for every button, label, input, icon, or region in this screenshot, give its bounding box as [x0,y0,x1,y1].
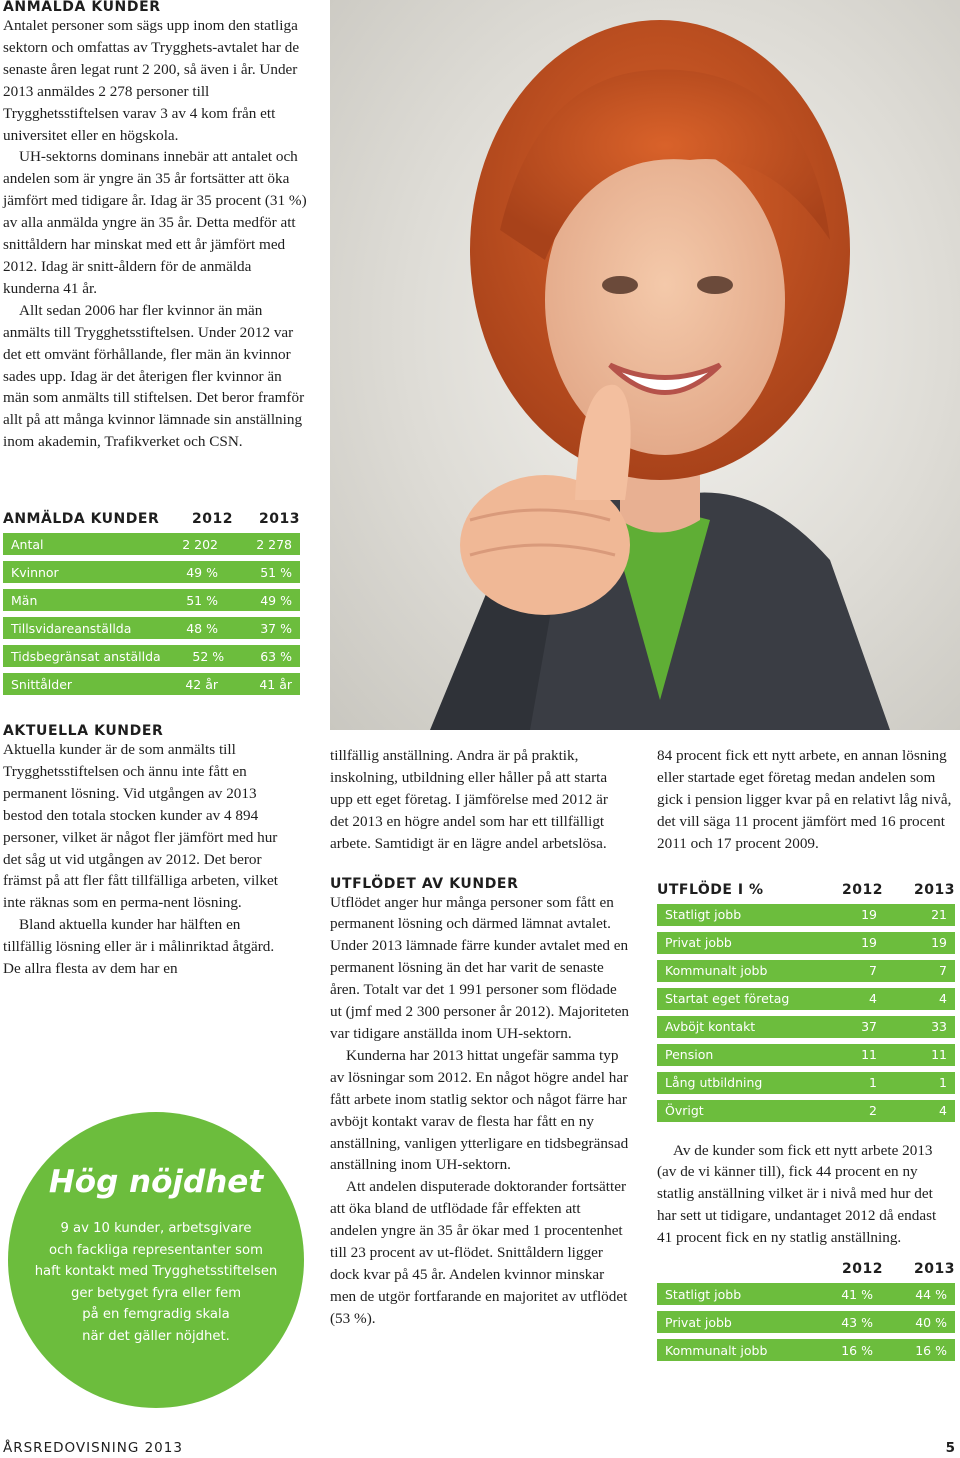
header-label: UTFLÖDE I % [657,881,764,898]
value-2012: 2 [869,1103,877,1119]
portrait-illustration [330,0,960,730]
table-row [657,1044,955,1066]
value-2012: 11 [861,1047,877,1063]
table-row [3,673,300,695]
value-2012: 37 [861,1019,877,1035]
value-2013: 63 % [260,648,292,664]
value-2013: 49 % [260,592,292,608]
table-row [657,1283,955,1305]
header-2012: 2012 [192,511,233,527]
table-row [657,1311,955,1333]
satisfaction-callout [8,1112,304,1408]
value-2013: 4 [939,991,947,1007]
section-aktuella-kunder [3,723,293,980]
table-row [657,1100,955,1122]
body-paragraph: Att andelen disputerade doktorander fortsätter att öka bland de utflödade får effekten att andelen yngre än 35 år ökar med 1 procentenhet till 23 procent av ut-flödet. Snittåldern ligger dock kvar på 45 år. Andelen kvinnor minskar men de utgör fortfarande en majoritet av utflödet (53 %). [330,1178,628,1327]
row-label: Privat jobb [665,1314,732,1330]
value-2012: 19 [861,907,877,923]
value-2012: 19 [861,935,877,951]
section-heading: UTFLÖDET AV KUNDER [330,875,519,892]
row-label: Statligt jobb [665,1286,742,1302]
row-label: Privat jobb [665,935,732,951]
value-2013: 41 år [259,676,292,692]
value-2013: 7 [939,963,947,979]
value-2013: 51 % [260,564,292,580]
value-2012: 16 % [841,1342,873,1358]
body-paragraph: Allt sedan 2006 har fler kvinnor än män anmälts till Trygghetsstiftelsen. Under 2012 var det ett omvänt förhållande, fler män än kvinnor sades upp. Idag är det återigen fler kvinnor än män som anmälts till stiftelsen. Det beror framför allt på att många kvinnor lämnade sin anställning inom akademin, Trafikverket och CSN. [3,301,305,451]
value-2013: 1 [939,1075,947,1091]
row-label: Kommunalt jobb [665,1342,768,1358]
footer-title: ÅRSREDOVISNING 2013 [3,1440,183,1456]
value-2012: 41 % [841,1286,873,1302]
table-row [657,904,955,926]
value-2012: 42 år [185,676,218,692]
table-row [3,533,300,555]
value-2012: 48 % [186,620,218,636]
header-2012: 2012 [842,881,883,898]
row-label: Statligt jobb [665,907,742,923]
callout-line: och fackliga representanter som [49,1242,263,1258]
header-2013: 2013 [259,511,300,527]
row-label: Avböjt kontakt [665,1019,756,1035]
value-2013: 19 [931,935,947,951]
section-heading: AKTUELLA KUNDER [3,723,164,739]
body-paragraph: 84 procent fick ett nytt arbete, en annan lösning eller startade eget företag medan andelen som gick i pension ligger kvar på en relativt låg nivå, det vill säga 11 procent jämfört med 16 procent 2011 och 17 procent 2009. [657,747,952,852]
body-paragraph: Utflödet anger hur många personer som fått en permanent lösning och därmed lämnat avtalet. Under 2013 lämnade färre kunder avtalet med en permanent lösning än det har varit de senaste åren. Totalt var det 1 991 personer som flödade ut (jmf med 2 300 personer år 2012). Majoriteten var tidigare anställda inom UH-sektorn. [330,893,630,1042]
value-2012: 49 % [186,564,218,580]
value-2013: 16 % [915,1342,947,1358]
value-2013: 4 [939,1103,947,1119]
table-utflode [657,876,955,1122]
row-label: Övrigt [665,1103,704,1119]
header-2013: 2013 [914,881,955,898]
table-row [3,561,300,583]
value-2012: 52 % [192,648,225,664]
table-row [657,988,955,1010]
body-paragraph: Bland aktuella kunder har hälften en tillfällig lösning eller är i målinriktad åtgärd. De allra flesta av dem har en [3,916,275,978]
callout-line: 9 av 10 kunder, arbetsgivare [60,1221,252,1236]
value-2012: 51 % [186,592,218,608]
table-nytt-jobb [657,1255,955,1361]
row-label: Män [11,592,38,608]
table-row [657,1339,955,1361]
value-2012: 1 [869,1075,877,1091]
callout-title: Hög nöjdhet [48,1164,264,1200]
header-label: ANMÄLDA KUNDER [3,511,160,527]
table-header [3,505,300,527]
value-2012: 43 % [841,1314,873,1330]
callout-line: på en femgradig skala [82,1307,230,1323]
photo-woman-thumbs-up [330,0,960,730]
table-row [657,1016,955,1038]
body-paragraph: Kunderna har 2013 hittat ungefär samma typ av lösningar som 2012. En något högre andel har fått arbete inom statlig sektor och något färre har avböjt kontakt varav de flesta har fått en ny anställning, vanligen ytterligare en tidsbegränsad anställning inom UH-sektorn. [330,1046,629,1174]
table-row [3,617,300,639]
row-label: Tillsvidareanställda [11,620,132,636]
row-label: Pension [665,1047,714,1063]
value-2012: 7 [869,963,877,979]
body-paragraph: Av de kunder som fick ett nytt arbete 2013 (av de vi känner till), fick 44 procent en ny statlig anställning vilket är i nivå med hur det har sett ut tidigare, undantaget 2012 då endast 41 procent fick en ny statlig anställning. [657,1141,937,1247]
right-column [657,745,955,1361]
value-2013: 11 [931,1047,947,1063]
table-row [3,645,300,667]
section-anmalda-kunder [3,0,308,453]
value-2013: 37 % [260,620,292,636]
row-label: Startat eget företag [665,991,790,1007]
row-label: Tidsbegränsat anställda [11,648,161,664]
callout-line: haft kontakt med Trygghetsstiftelsen [34,1264,278,1280]
row-label: Kommunalt jobb [665,963,768,979]
row-label: Antal [11,536,44,552]
body-paragraph: UH-sektorns dominans innebär att antalet och andelen som är yngre än 35 år fortsätter att öka jämfört med tidigare år. Idag är 35 procent (31 %) av alla anmälda yngre än 35 år. Detta medför att snittåldern har minskat med ett år jämfört med 2012. Idag är snitt-åldern för de anmälda kunderna 41 år. [3,148,307,297]
body-paragraph: Aktuella kunder är de som anmälts till Trygghetsstiftelsen och ännu inte fått en permanent lösning. Vid utgången av 2013 bestod den totala stocken kunder av 4 894 personer, vilket är något fler jämfört med hur det såg ut vid utgången av 2012. Det beror främst på att fler fått tillfälliga arbeten, vilket inte räknas som en perma-nent lösning. [3,741,278,912]
value-2013: 21 [931,907,947,923]
value-2012: 2 202 [182,536,218,552]
value-2012: 4 [869,991,877,1007]
value-2013: 2 278 [256,536,292,552]
page-number: 5 [945,1440,956,1456]
value-2013: 33 [931,1019,947,1035]
table-row [657,932,955,954]
table-header [657,876,955,898]
header-2013: 2013 [914,1261,955,1278]
value-2013: 44 % [915,1286,947,1302]
section-heading: ANMÄLDA KUNDER [3,0,161,15]
table-row [657,960,955,982]
body-paragraph: tillfällig anställning. Andra är på praktik, inskolning, utbildning eller håller på att starta upp ett eget företag. I jämförelse med 2012 är det 2013 en högre andel som har ett tillfälligt arbete. Samtidigt är en lägre andel arbetslösa. [330,747,608,852]
table-anmalda-kunder [3,505,300,695]
body-paragraph: Antalet personer som sägs upp inom den statliga sektorn och omfattas av Trygghets-avtalet har de senaste åren legat runt 2 200, så även i år. Under 2013 anmäldes 2 278 personer till Trygghetsstiftelsen varav 3 av 4 kom från ett universitet eller en högskola. [3,17,300,144]
header-2012: 2012 [842,1261,883,1278]
table-row [3,589,300,611]
callout-line: ger betyget fyra eller fem [70,1285,242,1301]
table-row [657,1072,955,1094]
row-label: Lång utbildning [665,1075,763,1091]
callout-line: när det gäller nöjdhet. [82,1328,230,1344]
table-header [657,1255,955,1277]
row-label: Snittålder [11,676,73,692]
value-2013: 40 % [915,1314,947,1330]
middle-column [330,745,630,1330]
row-label: Kvinnor [11,564,59,580]
